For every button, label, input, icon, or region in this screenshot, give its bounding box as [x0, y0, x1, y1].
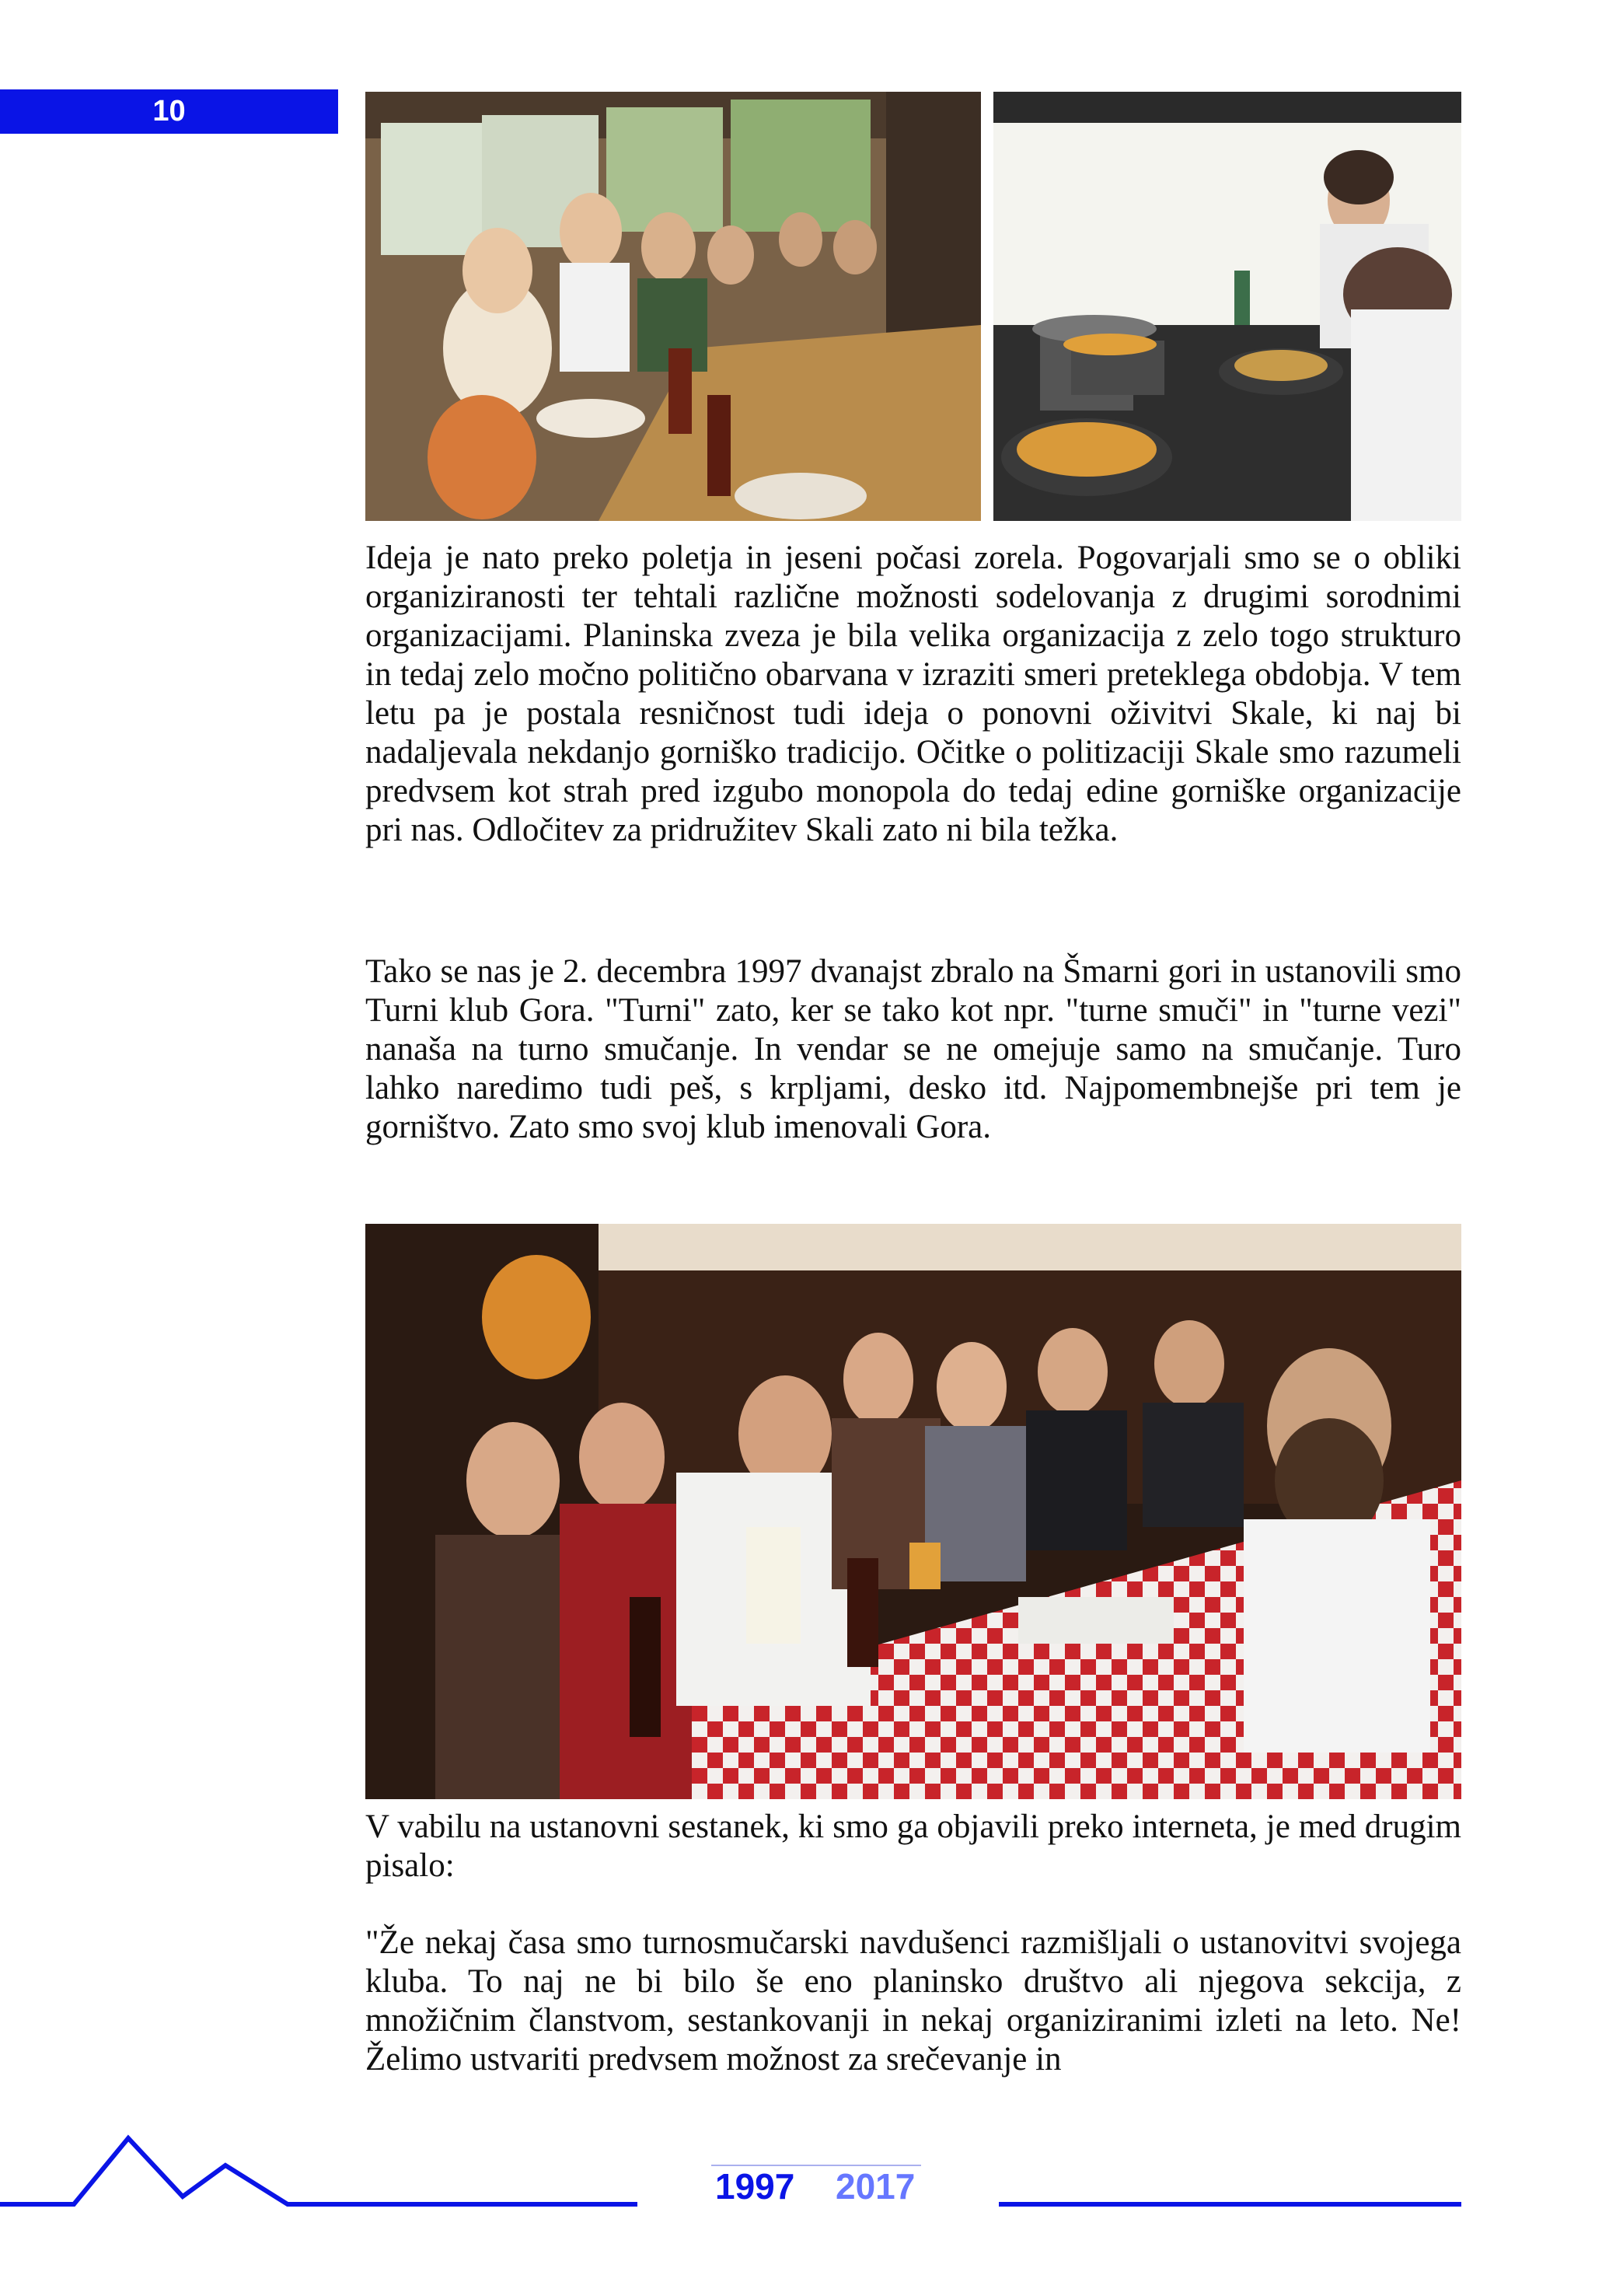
footer-mountain-line [0, 2123, 1616, 2216]
paragraph-2: Tako se nas je 2. decembra 1997 dvanajst zbralo na Šmarni gori in ustanovili smo Turni klub Gora. "Turni" zato, ker se tako kot npr. "turne smuči" in "turne vezi" nanaša na turno smučanje. In vendar se ne omejuje samo na smučanje. Turo lahko naredimo tudi peš, s krpljami, desko itd. Najpomembnejše pri tem je gorništvo. Zato smo svoj klub imenovali Gora. [365, 953, 1461, 1145]
meeting-photo [365, 1224, 1461, 1799]
page-number: 10 [152, 95, 186, 128]
footer-year-start: 1997 [715, 2166, 795, 2207]
page-number-bar [0, 89, 338, 134]
kitchen-photo [993, 92, 1461, 521]
paragraph-3: V vabilu na ustanovni sestanek, ki smo ga objavili preko interneta, je med drugim pisalo: [365, 1808, 1461, 1884]
dining-room-photo [365, 92, 981, 521]
kitchen-image [993, 92, 1461, 521]
paragraph-1: Ideja je nato preko poletja in jeseni počasi zorela. Pogovarjali smo se o obliki organiziranosti ter tehtali različne možnosti sodelovanja z drugimi sorodnimi organizacijami. Planinska zveza je bila velika organizacija z zelo togo strukturo in tedaj zelo močno politično obarvana v izraziti smeri preteklega obdobja. V tem letu pa je postala resničnost tudi ideja o ponovni oživitvi Skale, ki naj bi nadaljevala nekdanjo gorniško tradicijo. Očitke o politizaciji Skale smo razumeli predvsem kot strah pred izgubo monopola do tedaj edine gorniške organizacije pri nas. Odločitev za pridružitev Skali zato ni bila težka. [365, 540, 1461, 848]
dining-room-image [365, 92, 981, 521]
paragraph-4: "Že nekaj časa smo turnosmučarski navdušenci razmišljali o ustanovitvi svojega kluba. To naj ne bi bilo še eno planinsko društvo ali njegova sekcija, z množičnim članstvom, sestankovanji in nekaj organiziranimi izleti na leto. Ne! Želimo ustvariti predvsem možnost za srečevanje in [365, 1924, 1461, 2078]
meeting-image [365, 1224, 1461, 1799]
footer-year-end: 2017 [836, 2166, 916, 2207]
